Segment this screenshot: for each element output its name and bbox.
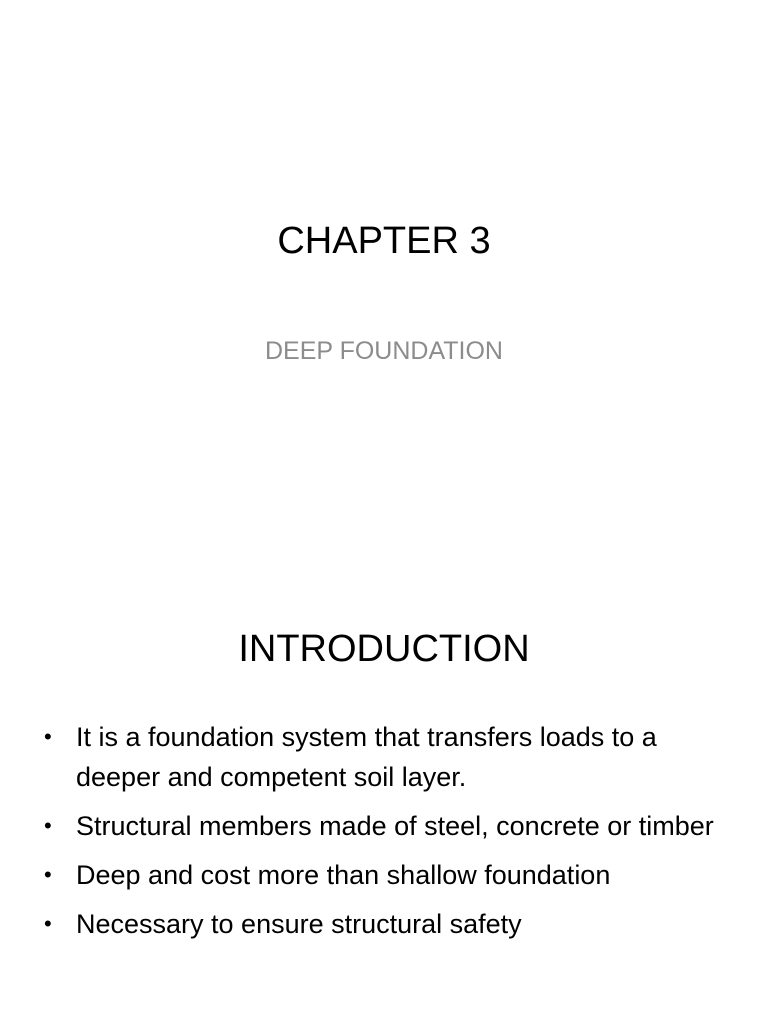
chapter-title: CHAPTER 3 — [277, 220, 491, 262]
bullet-text: Deep and cost more than shallow foundation — [76, 860, 611, 890]
bullet-text: Structural members made of steel, concrete or timber — [76, 811, 714, 841]
bullet-text: Necessary to ensure structural safety — [76, 909, 522, 939]
bullet-list — [40, 717, 740, 953]
bullet-icon: • — [44, 911, 52, 936]
introduction-slide — [0, 512, 768, 1024]
bullet-icon: • — [44, 724, 52, 749]
bullet-icon: • — [44, 813, 52, 838]
bullet-item — [40, 855, 740, 895]
introduction-title: INTRODUCTION — [238, 628, 530, 670]
bullet-item — [40, 717, 740, 797]
bullet-icon: • — [44, 862, 52, 887]
bullet-item — [40, 806, 740, 846]
chapter-subtitle: DEEP FOUNDATION — [265, 337, 503, 365]
bullet-item — [40, 904, 740, 944]
bullet-text: It is a foundation system that transfers loads to a deeper and competent soil layer. — [76, 722, 657, 792]
